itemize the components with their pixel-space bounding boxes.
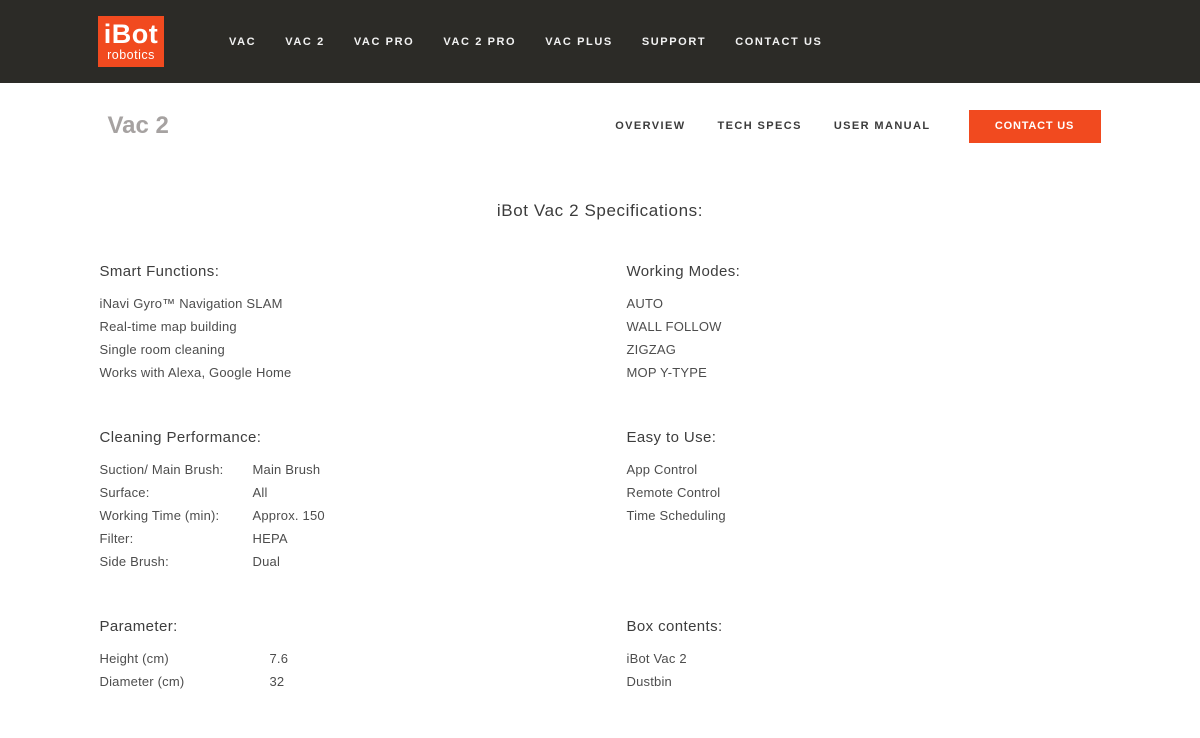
parameter-table — [100, 647, 289, 693]
working-modes-list — [627, 292, 1101, 384]
subheader-right — [615, 110, 1100, 143]
list-item: Real-time map building — [99, 319, 237, 334]
list-item: MOP Y-TYPE — [626, 365, 708, 380]
spec-value: Approx. 150 — [252, 508, 325, 523]
easy-to-use-list — [627, 458, 1101, 527]
list-item: Works with Alexa, Google Home — [99, 365, 292, 380]
list-item: Time Scheduling — [626, 508, 726, 523]
list-item: Remote Control — [626, 485, 721, 500]
product-subheader — [100, 83, 1101, 161]
spec-label: Diameter (cm) — [99, 674, 185, 689]
product-title: Vac 2 — [107, 112, 169, 139]
tab-overview[interactable]: OVERVIEW — [615, 120, 686, 132]
section-easy-to-use — [627, 429, 1101, 573]
nav-item-vac[interactable]: VAC — [229, 35, 257, 48]
working-modes-title: Working Modes: — [626, 263, 741, 280]
spec-label: Suction/ Main Brush: — [99, 462, 224, 477]
tab-tech-specs[interactable]: TECH SPECS — [717, 120, 802, 132]
list-item: AUTO — [626, 296, 664, 311]
tab-user-manual[interactable]: USER MANUAL — [833, 120, 931, 132]
table-row — [100, 481, 325, 504]
spec-label: Side Brush: — [99, 554, 169, 569]
specs-main — [100, 201, 1101, 738]
table-row — [100, 670, 289, 693]
list-item: Single room cleaning — [99, 342, 225, 357]
specs-grid — [100, 263, 1101, 738]
spec-value: 32 — [269, 674, 285, 689]
product-tabs — [615, 120, 930, 132]
nav-item-vac-plus[interactable]: VAC PLUS — [545, 35, 613, 48]
spec-label: Working Time (min): — [99, 508, 220, 523]
list-item: WALL FOLLOW — [626, 319, 722, 334]
nav-item-support[interactable]: SUPPORT — [641, 35, 707, 48]
table-row — [100, 647, 289, 670]
table-row — [100, 527, 325, 550]
box-contents-title: Box contents: — [626, 618, 723, 635]
ibot-logo[interactable] — [98, 16, 164, 67]
section-cleaning-performance — [100, 429, 627, 573]
list-item: iBot Vac 2 — [626, 651, 687, 666]
spec-value: All — [252, 485, 268, 500]
smart-functions-list — [100, 292, 627, 384]
list-item: ZIGZAG — [626, 342, 677, 357]
cleaning-performance-table — [100, 458, 325, 573]
list-item: App Control — [626, 462, 698, 477]
parameter-title: Parameter: — [99, 618, 178, 635]
spec-value: Dual — [252, 554, 281, 569]
smart-functions-title: Smart Functions: — [99, 263, 220, 280]
contact-us-button[interactable]: CONTACT US — [969, 110, 1101, 143]
cleaning-performance-title: Cleaning Performance: — [99, 429, 262, 446]
nav-item-vac-2-pro[interactable]: VAC 2 PRO — [443, 35, 517, 48]
top-header — [0, 0, 1200, 83]
spec-value: HEPA — [252, 531, 288, 546]
spec-label: Height (cm) — [99, 651, 169, 666]
specs-heading: iBot Vac 2 Specifications: — [496, 201, 704, 220]
table-row — [100, 550, 325, 573]
section-parameter — [100, 618, 627, 693]
easy-to-use-title: Easy to Use: — [626, 429, 717, 446]
nav-item-contact-us[interactable]: CONTACT US — [735, 35, 823, 48]
logo-text-ibot: iBot — [103, 19, 159, 50]
nav-item-vac-2[interactable]: VAC 2 — [285, 35, 325, 48]
main-nav — [229, 36, 823, 48]
spec-value: 7.6 — [269, 651, 289, 666]
list-item: iNavi Gyro™ Navigation SLAM — [99, 296, 283, 311]
section-working-modes — [627, 263, 1101, 384]
box-contents-list — [627, 647, 1101, 693]
spec-value: Main Brush — [252, 462, 321, 477]
section-box-contents — [627, 618, 1101, 693]
table-row — [100, 458, 325, 481]
spec-label: Surface: — [99, 485, 150, 500]
list-item: Dustbin — [626, 674, 672, 689]
logo-text-robotics: robotics — [107, 48, 155, 63]
nav-item-vac-pro[interactable]: VAC PRO — [353, 35, 415, 48]
spec-label: Filter: — [99, 531, 134, 546]
table-row — [100, 504, 325, 527]
section-smart-functions — [100, 263, 627, 384]
